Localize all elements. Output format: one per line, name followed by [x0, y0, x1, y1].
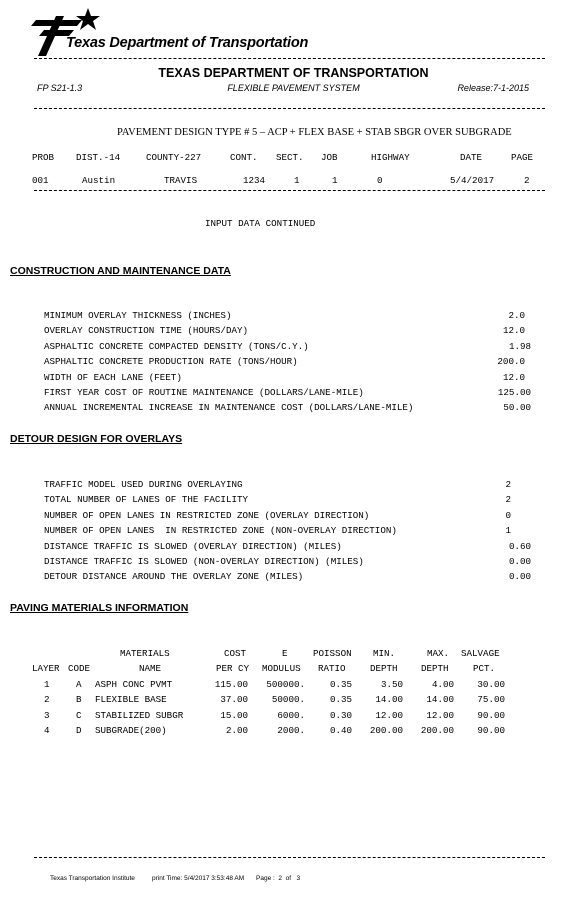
detour-label: TRAFFIC MODEL USED DURING OVERLAYING — [44, 479, 243, 490]
paving-cell-salvage: 30.00 — [477, 679, 505, 690]
construction-label: ASPHALTIC CONCRETE PRODUCTION RATE (TONS/HOUR) — [44, 356, 298, 367]
col-header-sect: SECT. — [276, 152, 304, 163]
paving-cell-name: ASPH CONC PVMT — [95, 679, 173, 690]
paving-cell-modulus: 50000. — [271, 694, 305, 705]
paving-header-e: E — [282, 648, 288, 659]
col-header-page: PAGE — [511, 152, 534, 163]
value-sect: 1 — [294, 175, 300, 186]
paving-header-cost: COST — [224, 648, 247, 659]
paving-cell-min-depth: 14.00 — [375, 694, 403, 705]
release: Release:7-1-2015 — [457, 83, 529, 93]
detour-value: 0 — [505, 510, 511, 521]
paving-cell-cost: 2.00 — [225, 725, 248, 736]
col-header-county: COUNTY-227 — [146, 152, 202, 163]
detour-label: DISTANCE TRAFFIC IS SLOWED (NON-OVERLAY DIRECTION) (MILES) — [44, 556, 364, 567]
paving-cell-layer: 2 — [44, 694, 50, 705]
paving-cell-modulus: 500000. — [266, 679, 305, 690]
paving-cell-name: STABILIZED SUBGR — [95, 710, 184, 721]
paving-cell-min-depth: 12.00 — [375, 710, 403, 721]
value-date: 5/4/2017 — [450, 175, 495, 186]
paving-cell-min-depth: 200.00 — [369, 725, 403, 736]
construction-value: 50.00 — [503, 402, 531, 413]
value-county: TRAVIS — [164, 175, 198, 186]
paving-cell-cost: 15.00 — [220, 710, 248, 721]
paving-cell-code: D — [76, 725, 82, 736]
paving-header-depth-max: DEPTH — [421, 663, 449, 674]
section-heading-construction: CONSTRUCTION AND MAINTENANCE DATA — [10, 265, 231, 277]
report-title: TEXAS DEPARTMENT OF TRANSPORTATION — [158, 66, 429, 80]
value-job: 1 — [332, 175, 338, 186]
detour-label: DETOUR DISTANCE AROUND THE OVERLAY ZONE (MILES) — [44, 571, 304, 582]
detour-label: TOTAL NUMBER OF LANES OF THE FACILITY — [44, 494, 248, 505]
paving-cell-name: FLEXIBLE BASE — [95, 694, 167, 705]
paving-header-layer: LAYER — [32, 663, 60, 674]
paving-cell-salvage: 90.00 — [477, 710, 505, 721]
detour-label: NUMBER OF OPEN LANES IN RESTRICTED ZONE (OVERLAY DIRECTION) — [44, 510, 370, 521]
paving-cell-code: B — [76, 694, 82, 705]
divider — [34, 857, 545, 858]
detour-value: 1 — [505, 525, 511, 536]
section-heading-detour: DETOUR DESIGN FOR OVERLAYS — [10, 433, 183, 445]
construction-label: FIRST YEAR COST OF ROUTINE MAINTENANCE (DOLLARS/LANE-MILE) — [44, 387, 364, 398]
detour-value: 0.00 — [508, 556, 531, 567]
value-highway: 0 — [377, 175, 383, 186]
value-dist: Austin — [82, 175, 116, 186]
paving-cell-modulus: 2000. — [277, 725, 305, 736]
paving-cell-salvage: 90.00 — [477, 725, 505, 736]
paving-cell-cost: 115.00 — [214, 679, 248, 690]
paving-cell-min-depth: 3.50 — [380, 679, 403, 690]
paving-cell-ratio: 0.35 — [329, 679, 352, 690]
paving-header-poisson: POISSON — [313, 648, 352, 659]
col-header-prob: PROB — [32, 152, 55, 163]
system-name: FLEXIBLE PAVEMENT SYSTEM — [227, 83, 360, 93]
value-page: 2 — [524, 175, 530, 186]
paving-header-materials: MATERIALS — [120, 648, 170, 659]
col-header-date: DATE — [460, 152, 483, 163]
paving-cell-code: A — [76, 679, 82, 690]
detour-value: 2 — [505, 494, 511, 505]
divider — [34, 58, 545, 59]
logo-text: Texas Department of Transportation — [66, 35, 309, 51]
paving-cell-max-depth: 12.00 — [426, 710, 454, 721]
footer-page: Page : 2 of 3 — [256, 875, 301, 882]
footer-institute: Texas Transportation Institute — [50, 875, 135, 882]
program-id: FP S21-1.3 — [37, 83, 83, 93]
paving-cell-cost: 37.00 — [220, 694, 248, 705]
paving-header-percy: PER CY — [216, 663, 250, 674]
detour-label: DISTANCE TRAFFIC IS SLOWED (OVERLAY DIRECTION) (MILES) — [44, 541, 342, 552]
paving-cell-max-depth: 4.00 — [431, 679, 454, 690]
footer-print-time: print Time: 5/4/2017 3:53:48 AM — [152, 875, 245, 882]
paving-cell-layer: 1 — [44, 679, 50, 690]
paving-cell-ratio: 0.35 — [329, 694, 352, 705]
construction-label: ANNUAL INCREMENTAL INCREASE IN MAINTENANCE COST (DOLLARS/LANE-MILE) — [44, 402, 414, 413]
construction-label: WIDTH OF EACH LANE (FEET) — [44, 372, 182, 383]
paving-header-name: NAME — [139, 663, 162, 674]
detour-value: 0.00 — [508, 571, 531, 582]
paving-header-code: CODE — [68, 663, 91, 674]
col-header-job: JOB — [321, 152, 338, 163]
input-data-continued: INPUT DATA CONTINUED — [205, 218, 316, 229]
paving-cell-layer: 3 — [44, 710, 50, 721]
construction-value: 12.0 — [502, 325, 525, 336]
paving-cell-code: C — [76, 710, 82, 721]
col-header-dist: DIST.-14 — [76, 152, 121, 163]
divider — [34, 108, 545, 109]
construction-label: OVERLAY CONSTRUCTION TIME (HOURS/DAY) — [44, 325, 248, 336]
paving-cell-salvage: 75.00 — [477, 694, 505, 705]
paving-header-pct: PCT. — [473, 663, 496, 674]
design-type: PAVEMENT DESIGN TYPE # 5 – ACP + FLEX BASE + STAB SBGR OVER SUBGRADE — [117, 127, 512, 138]
value-prob: 001 — [32, 175, 49, 186]
detour-value: 2 — [505, 479, 511, 490]
paving-cell-modulus: 6000. — [277, 710, 305, 721]
paving-cell-name: SUBGRADE(200) — [95, 725, 167, 736]
construction-value: 125.00 — [497, 387, 531, 398]
construction-value: 200.0 — [497, 356, 525, 367]
construction-value: 12.0 — [502, 372, 525, 383]
paving-header-min: MIN. — [373, 648, 396, 659]
paving-cell-max-depth: 200.00 — [420, 725, 454, 736]
construction-value: 1.98 — [508, 341, 531, 352]
col-header-highway: HIGHWAY — [371, 152, 410, 163]
detour-label: NUMBER OF OPEN LANES IN RESTRICTED ZONE (NON-OVERLAY DIRECTION) — [44, 525, 397, 536]
paving-cell-max-depth: 14.00 — [426, 694, 454, 705]
paving-header-modulus: MODULUS — [262, 663, 301, 674]
construction-label: MINIMUM OVERLAY THICKNESS (INCHES) — [44, 310, 232, 321]
detour-value: 0.60 — [508, 541, 531, 552]
paving-header-max: MAX. — [427, 648, 450, 659]
paving-header-depth-min: DEPTH — [370, 663, 398, 674]
value-cont: 1234 — [243, 175, 266, 186]
paving-cell-ratio: 0.30 — [329, 710, 352, 721]
paving-header-ratio: RATIO — [318, 663, 346, 674]
paving-cell-layer: 4 — [44, 725, 50, 736]
construction-value: 2.0 — [508, 310, 525, 321]
paving-cell-ratio: 0.40 — [329, 725, 352, 736]
section-heading-paving: PAVING MATERIALS INFORMATION — [10, 602, 189, 614]
paving-header-salvage: SALVAGE — [461, 648, 500, 659]
divider — [34, 190, 545, 191]
construction-label: ASPHALTIC CONCRETE COMPACTED DENSITY (TONS/C.Y.) — [44, 341, 309, 352]
col-header-cont: CONT. — [230, 152, 258, 163]
